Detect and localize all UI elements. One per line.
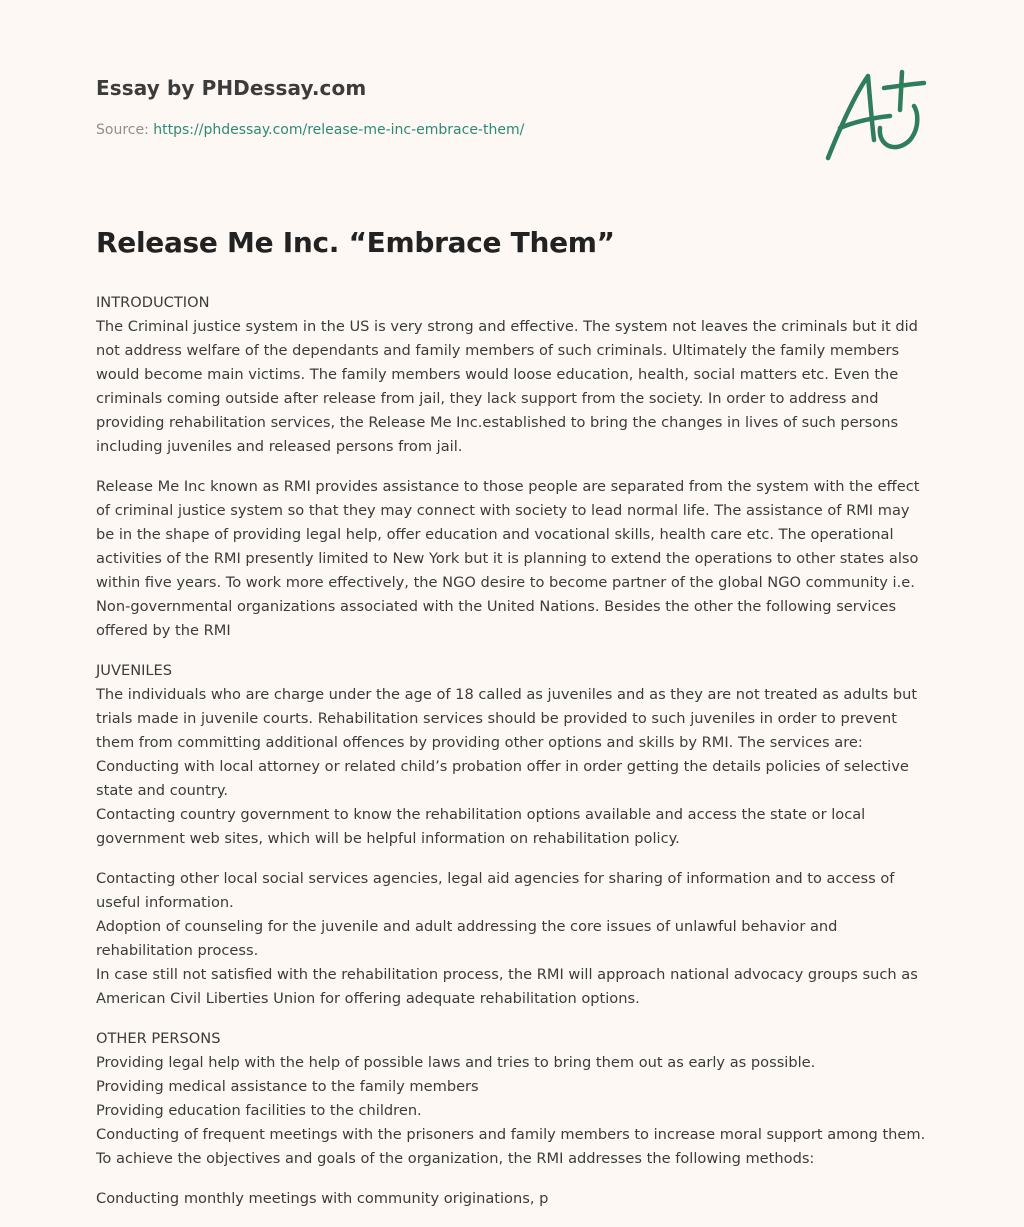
a-plus-logo-icon [818, 66, 930, 166]
paragraph-line: To achieve the objectives and goals of the organization, the RMI addresses the following methods: [96, 1150, 815, 1167]
paragraph-line: Contacting country government to know the rehabilitation options available and access the state or local government web sites, which will be helpful information on rehabilitation policy. [96, 806, 866, 847]
paragraph-line: OTHER PERSONS [96, 1030, 221, 1047]
brand-title: Essay by PHDessay.com [96, 76, 367, 100]
page-header [96, 76, 524, 138]
paragraph-line: Providing legal help with the help of possible laws and tries to bring them out as early as possible. [96, 1054, 816, 1071]
paragraph-line: The Criminal justice system in the US is very strong and effective. The system not leaves the criminals but it did not address welfare of the dependants and family members of such criminals. Ultimately the family members would become main victims. The family members would loose education, health, social matters etc. Even the criminals coming outside after release from jail, they lack support from the society. In order to address and providing rehabilitation services, the Release Me Inc.established to bring the changes in lives of such persons including juveniles and released persons from jail. [96, 318, 918, 455]
source-line [96, 122, 524, 138]
essay-paragraph [96, 291, 928, 459]
paragraph-line: Adoption of counseling for the juvenile and adult addressing the core issues of unlawful behavior and rehabilitation process. [96, 918, 838, 959]
essay-paragraph [96, 1027, 928, 1171]
paragraph-line: Conducting of frequent meetings with the prisoners and family members to increase moral support among them. [96, 1126, 926, 1143]
source-label: Source: [96, 122, 149, 138]
paragraph-line: Providing education facilities to the children. [96, 1102, 422, 1119]
essay-paragraph [96, 867, 928, 1011]
paragraph-line: INTRODUCTION [96, 294, 210, 311]
paragraph-line: Contacting other local social services agencies, legal aid agencies for sharing of information and to access of useful information. [96, 870, 895, 911]
paragraph-line: The individuals who are charge under the age of 18 called as juveniles and as they are not treated as adults but trials made in juvenile courts. Rehabilitation services should be provided to such juveniles in order to prevent them from committing additional offences by providing other options and skills by RMI. The services are: [96, 686, 918, 751]
essay-body [96, 291, 928, 1211]
paragraph-line: Release Me Inc known as RMI provides assistance to those people are separated from the system with the effect of criminal justice system so that they may connect with society to lead normal life. The assistance of RMI may be in the shape of providing legal help, offer education and vocational skills, health care etc. The operational activities of the RMI presently limited to New York but it is planning to extend the operations to other states also within five years. To work more effectively, the NGO desire to become partner of the global NGO community i.e. Non-governmental organizations associated with the United Nations. Besides the other the following services offered by the RMI [96, 478, 920, 639]
essay-title: Release Me Inc. “Embrace Them” [96, 226, 615, 259]
paragraph-line: In case still not satisfied with the rehabilitation process, the RMI will approach national advocacy groups such as American Civil Liberties Union for offering adequate rehabilitation options. [96, 966, 918, 1007]
paragraph-line: Providing medical assistance to the family members [96, 1078, 479, 1095]
paragraph-line: Conducting with local attorney or related child’s probation offer in order getting the details policies of selective state and country. [96, 758, 909, 799]
paragraph-line: JUVENILES [96, 662, 173, 679]
essay-paragraph [96, 1187, 928, 1211]
paragraph-line: Conducting monthly meetings with community originations, p [96, 1190, 549, 1207]
essay-content [96, 226, 928, 1227]
source-link[interactable]: https://phdessay.com/release-me-inc-embrace-them/ [153, 122, 525, 138]
essay-paragraph [96, 475, 928, 643]
essay-paragraph [96, 659, 928, 851]
